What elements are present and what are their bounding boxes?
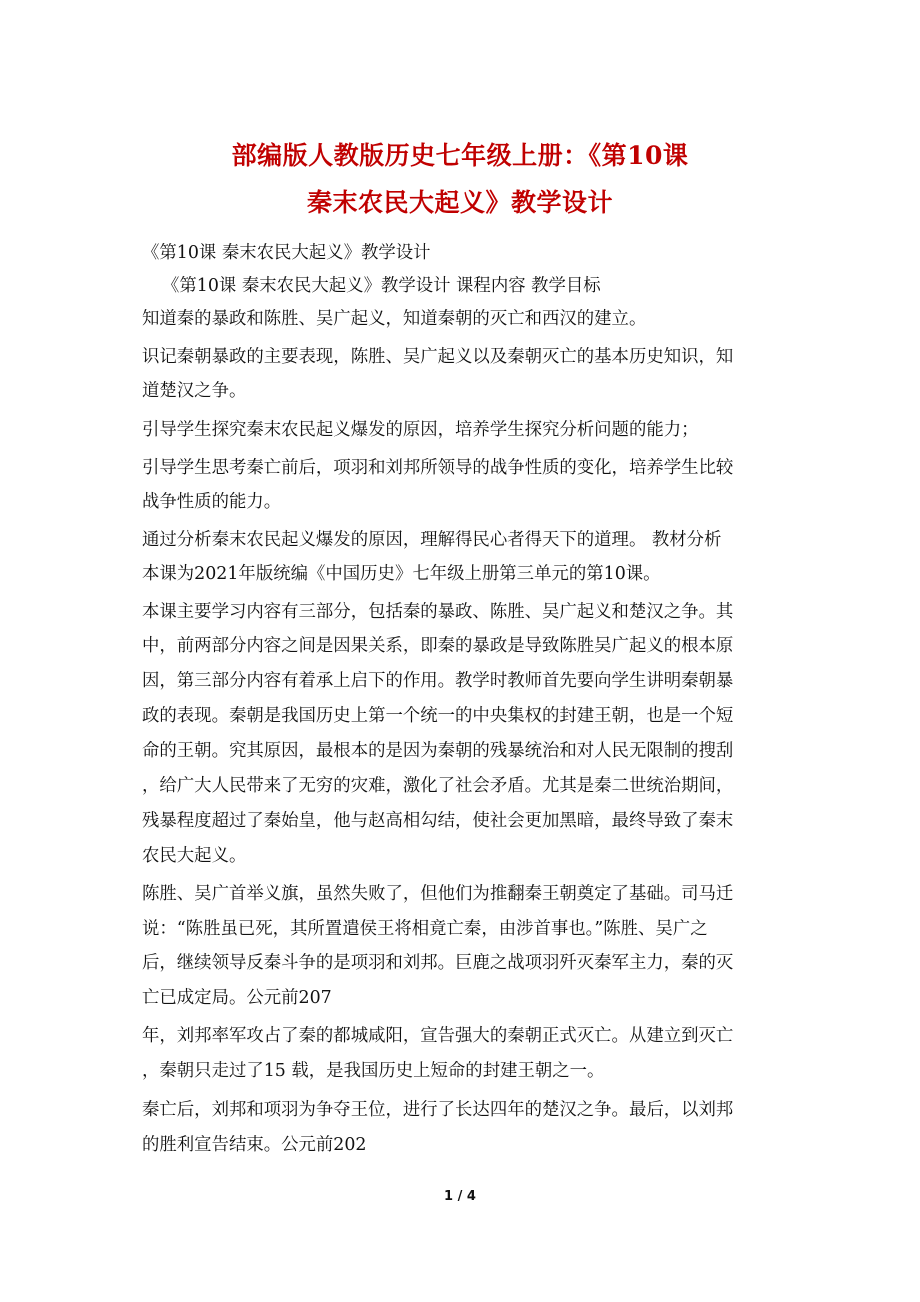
text-line: 本课主要学习内容有三部分，包括秦的暴政、陈胜、吴广起义和楚汉之争。其	[142, 602, 734, 622]
document-title-line-1: 部编版人教版历史七年级上册：《第10课	[231, 141, 689, 170]
text-line: 识记秦朝暴政的主要表现，陈胜、吴广起义以及秦朝灭亡的基本历史知识，知	[142, 347, 734, 367]
text-line: 的胜利宣告结束。公元前202	[142, 1135, 367, 1155]
text-line: 战争性质的能力。	[142, 492, 282, 512]
text-line: 知道秦的暴政和陈胜、吴广起义，知道秦朝的灭亡和西汉的建立。	[142, 309, 647, 329]
text-line: 《第10课 秦末农民大起义》教学设计	[142, 243, 431, 263]
text-line: 说：“陈胜虽已死，其所置遣侯王将相竟亡秦，由涉首事也。”陈胜、吴广之	[142, 919, 708, 939]
text-line: 因，第三部分内容有着承上启下的作用。教学时教师首先要向学生讲明秦朝暴	[142, 671, 734, 691]
text-line: 道楚汉之争。	[142, 381, 247, 401]
text-line: 中，前两部分内容之间是因果关系，即秦的暴政是导致陈胜吴广起义的根本原	[142, 636, 734, 656]
document-title-line-2: 秦末农民大起义》教学设计	[306, 188, 613, 217]
text-line: 年，刘邦率军攻占了秦的都城咸阳，宣告强大的秦朝正式灭亡。从建立到灭亡	[142, 1026, 734, 1046]
text-line: 后，继续领导反秦斗争的是项羽和刘邦。巨鹿之战项羽歼灭秦军主力，秦的灭	[142, 953, 734, 973]
text-line: 《第10课 秦末农民大起义》教学设计 课程内容 教学目标	[162, 276, 601, 296]
text-line: 政的表现。秦朝是我国历史上第一个统一的中央集权的封建王朝，也是一个短	[142, 706, 734, 726]
text-line: ，给广大人民带来了无穷的灾难，激化了社会矛盾。尤其是秦二世统治期间，	[142, 776, 734, 796]
text-line: 秦亡后，刘邦和项羽为争夺王位，进行了长达四年的楚汉之争。最后，以刘邦	[142, 1100, 734, 1120]
text-line: 引导学生探究秦末农民起义爆发的原因，培养学生探究分析问题的能力；	[142, 420, 699, 440]
text-line: 命的王朝。究其原因，最根本的是因为秦朝的残暴统治和对人民无限制的搜刮	[142, 741, 734, 761]
text-line: 本课为2021年版统编《中国历史》七年级上册第三单元的第10课。	[142, 564, 661, 584]
text-line: 引导学生思考秦亡前后，项羽和刘邦所领导的战争性质的变化，培养学生比较	[142, 458, 734, 478]
text-line: 残暴程度超过了秦始皇，他与赵高相勾结，使社会更加黑暗，最终导致了秦末	[142, 811, 734, 831]
text-line: 农民大起义。	[142, 846, 247, 866]
page-number: 1 / 4	[444, 1189, 476, 1204]
text-line: 通过分析秦末农民起义爆发的原因，理解得民心者得天下的道理。 教材分析	[142, 530, 722, 550]
text-line: 亡已成定局。公元前207	[142, 988, 332, 1008]
text-line: ，秦朝只走过了15 载，是我国历史上短命的封建王朝之一。	[142, 1061, 605, 1081]
text-line: 陈胜、吴广首举义旗，虽然失败了，但他们为推翻秦王朝奠定了基础。司马迁	[142, 884, 734, 904]
